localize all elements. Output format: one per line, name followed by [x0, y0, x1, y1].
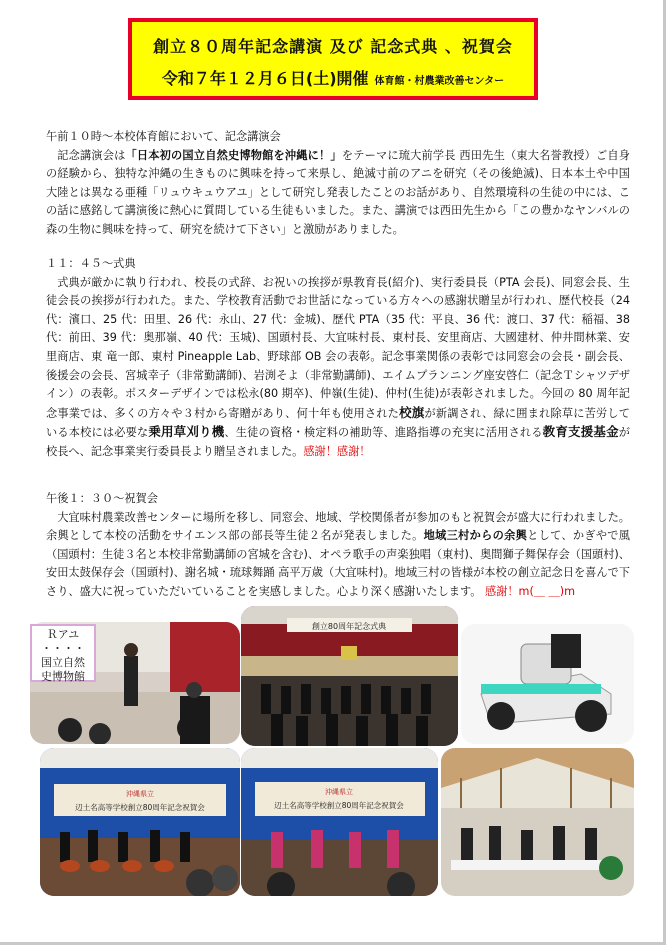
- ceremony-text-1: 式典が厳かに執り行われ、校長の式辞、お祝いの挨拶が県教育長(紹介)、実行委員長（PTA 会長)、同窓会長、生徒会長の挨拶が行われた。また、学校教育活動でお世話になっている方々への感謝状贈呈が行われ、歴代校長（24 代：濱口、25 代：田里、26 代：永山、27 代：金城)、歴代 PTA（35 代：平良、36 代：渡口、37 代：稲福、38 代：前田、39 代：奥那嶺、40 代：玉城)、国頭村長、大宜味村長、東村長、安里商店、大國建材、仲井間林業、安里商店、東 竜一郎、東村 Pineapple Lab、野球部 OB 会の表彰。記念事業関係の表彰では同窓会の会長・副会長、後援会の会長、宮城幸子（非常勤講師)、岩渕そよ（非常勤講師)、エイムプランニング座安啓仁（記念Ｔシャツデザイン）の表彰。ポスターデザインでは松永(80 期卒)、仲嶺(生徒)、仲村(生徒)が表彰されました。今回の 80 周年記念事業では、多くの方々や３村から寄贈があり、何十年も使用された: [46, 275, 630, 420]
- dance-banner-prefix: 沖縄県立: [325, 788, 353, 796]
- party-section: [46, 490, 630, 602]
- photo-party-hall: [441, 748, 634, 896]
- school-flag: 校旗: [399, 404, 425, 420]
- dance-banner: 辺土名高等学校創立80周年記念祝賀会: [274, 801, 404, 810]
- lecture-heading: 午前１０時～本校体育館において、記念講演会: [46, 130, 281, 143]
- lecture-text-1: 記念講演会は: [57, 148, 126, 162]
- party-text-2: として、かぎやで風（国頭村：生徒３名と本校非常勤講師の宮城を含む)、オペラ歌手の声楽独唱（東村)、奥間獅子舞保存会（国頭村)、安田太鼓保存会（国頭村)、謝名城・琉球舞踊 高平万歳（大宜味村)。地域三村の皆様が本校の創立記念日を喜んで下さり、盛大に祝っていただいていることを実感しました。心より深く感謝いたします。: [46, 529, 630, 598]
- drums-banner-prefix: 沖縄県立: [126, 790, 154, 798]
- ceremony-text-4: が校長へ、記念事業実行委員長より贈呈されました。: [46, 426, 630, 458]
- caption-line-1: Ｒアユ: [46, 628, 80, 641]
- party-text-1: 大宜味村農業改善センターに場所を移し、同窓会、地域、学校関係者が参加のもと祝賀会が盛大に行われました。余興として本校の活動をサイエンス部の部長等生徒２名が発表しました。: [46, 510, 630, 543]
- ceremony-body: [46, 274, 630, 462]
- party-body: [46, 509, 630, 602]
- ceremony-section: [46, 255, 630, 462]
- party-thanks: 感謝！m(＿ ＿)m: [484, 584, 576, 598]
- title-line-1: 創立８０周年記念講演 及び 記念式典 、祝賀会: [153, 37, 513, 56]
- lecture-theme: 「日本初の国立自然史博物館を沖縄に！」: [125, 148, 342, 162]
- ceremony-banner: 創立80周年記念式典: [311, 622, 387, 631]
- ceremony-text-3: 、生徒の資格・検定料の補助等、進路指導の充実に活用される: [224, 426, 543, 440]
- ceremony-heading: １１：４５～式典: [46, 257, 136, 270]
- education-fund: 教育支援基金: [542, 424, 619, 440]
- title-line-2: [132, 66, 534, 89]
- ceremony-thanks: 感謝！感謝！: [303, 444, 371, 458]
- lecture-body: [46, 147, 630, 240]
- event-venue: 体育館・村農業改善センター: [374, 76, 505, 87]
- lecture-section: [46, 128, 630, 240]
- event-date: 令和７年１２月６日(土)開催: [161, 69, 369, 88]
- ceremony-text-2: が新調され、緑に囲まれ除草に苦労している本校には必要な: [46, 406, 630, 440]
- party-heading: 午後１：３０～祝賀会: [46, 492, 158, 505]
- mower: 乗用草刈り機: [148, 424, 225, 440]
- lecture-text-2: をテーマに琉大前学長 西田先生（東大名誉教授）ご自身の経験から、独特な沖縄の生きものに興味を持って来県し、絶滅寸前のアニを研究（その後絶滅)、日本本土や中国大陸とは異なる亜種「リュウキュウアユ」として研究し発表したことのお話があり、自然環境科の生徒の中には、この話に感銘して講演後に熱心に質問している生徒もいました。また、講演では西田先生から「この豊かなヤンバルの森の生物に興味を持って、研究を続けて下さい」と激励がありました。: [46, 148, 630, 236]
- photo-mower: [461, 624, 634, 744]
- caption-line-3: 国立自然: [41, 656, 85, 669]
- caption-line-4: 史博物館: [41, 670, 85, 683]
- photo-drums: [40, 748, 240, 896]
- photo-dance: [241, 748, 438, 896]
- photo-caption: [30, 624, 96, 682]
- caption-line-2: ・・・・: [41, 642, 85, 655]
- photo-ceremony: [241, 606, 458, 746]
- regional-entertainment: 地域三村からの余興: [423, 529, 528, 543]
- title-banner: [128, 18, 538, 100]
- drums-banner: 辺土名高等学校創立80周年記念祝賀会: [75, 803, 205, 812]
